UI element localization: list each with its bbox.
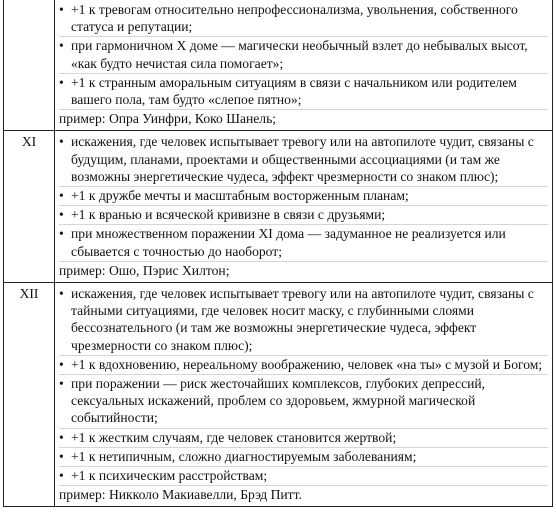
bullet-icon: • [59, 468, 64, 484]
list-item [59, 37, 548, 73]
list-item-text: искажения, где человек испытывает тревогу или на автопилоте чудит, связаны с тайными ситуациями, где человек носит маску, с глубинными слоями бессознательного (и там же возможны энергетические чудеса, эффект чрезмерности со знаком плюс); [71, 286, 534, 353]
bullet-icon: • [59, 188, 64, 204]
list-item [59, 356, 548, 375]
list-item-text: +1 к психическим расстройствам; [71, 468, 268, 484]
table-row [4, 0, 553, 131]
list-item [59, 467, 548, 485]
example-line: пример: Ошо, Пэрис Хилтон; [59, 261, 548, 279]
list-item-text: +1 к вдохновению, нереальному воображению, человек «на ты» с музой и Богом; [71, 356, 543, 372]
house-description [55, 131, 553, 283]
bullet-icon: • [59, 429, 64, 445]
bullet-icon: • [59, 376, 64, 392]
house-number: XI [4, 131, 55, 283]
house-description [55, 0, 553, 131]
bullet-icon: • [59, 74, 64, 90]
list-item [59, 206, 548, 225]
list-item [59, 429, 548, 448]
house-number: XII [4, 283, 55, 507]
house-number [4, 0, 55, 131]
bullet-icon: • [59, 134, 64, 150]
bullet-icon: • [59, 38, 64, 54]
bullet-icon: • [59, 2, 64, 17]
list-item-text: +1 к тревогам относительно непрофессионализма, увольнения, собственного статуса и репутации; [71, 2, 518, 35]
list-item [59, 1, 548, 37]
list-item-text: при поражении — риск жесточайших комплексов, глубоких депрессий, сексуальных искажений, проблем со здоровьем, жмурной магической событийности; [71, 376, 486, 426]
list-item [59, 133, 548, 187]
example-line: пример: Никколо Макиавелли, Брэд Питт. [59, 485, 548, 503]
list-item-text: +1 к дружбе мечты и масштабным восторженным планам; [71, 188, 409, 204]
list-item-text: +1 к жестким случаям, где человек становится жертвой; [71, 429, 397, 445]
table-body [4, 0, 553, 507]
list-item [59, 285, 548, 356]
list-item [59, 187, 548, 206]
bullet-icon: • [59, 226, 64, 242]
list-item-text: +1 к вранью и всяческой кривизне в связи с друзьями; [71, 207, 386, 223]
list-item [59, 74, 548, 109]
table-row [4, 131, 553, 283]
bullet-icon: • [59, 207, 64, 223]
houses-table [3, 0, 553, 507]
house-description [55, 283, 553, 507]
list-item [59, 225, 548, 260]
list-item-text: при множественном поражении XI дома — задуманное не реализуется или сбывается с точностью до наоборот; [71, 226, 506, 259]
list-item [59, 375, 548, 429]
bullet-icon: • [59, 286, 64, 302]
list-item-text: +1 к нетипичным, сложно диагностируемым заболеваниям; [71, 448, 417, 464]
example-line: пример: Опра Уинфри, Коко Шанель; [59, 109, 548, 127]
list-item [59, 448, 548, 467]
table-row [4, 283, 553, 507]
list-item-text: искажения, где человек испытывает тревогу или на автопилоте чудит, связаны с будущим, планами, проектами и общественными ассоциациями (и там же возможны энергетические чудеса, эффект чрезмерности со знаком плюс); [71, 134, 534, 184]
bullet-icon: • [59, 356, 64, 372]
list-item-text: при гармоничном X доме — магически необычный взлет до небывалых высот, «как будто нечистая сила помогает»; [71, 38, 528, 71]
list-item-text: +1 к странным аморальным ситуациям в связи с начальником или родителем вашего пола, там будто «слепое пятно»; [71, 74, 517, 108]
bullet-icon: • [59, 448, 64, 464]
